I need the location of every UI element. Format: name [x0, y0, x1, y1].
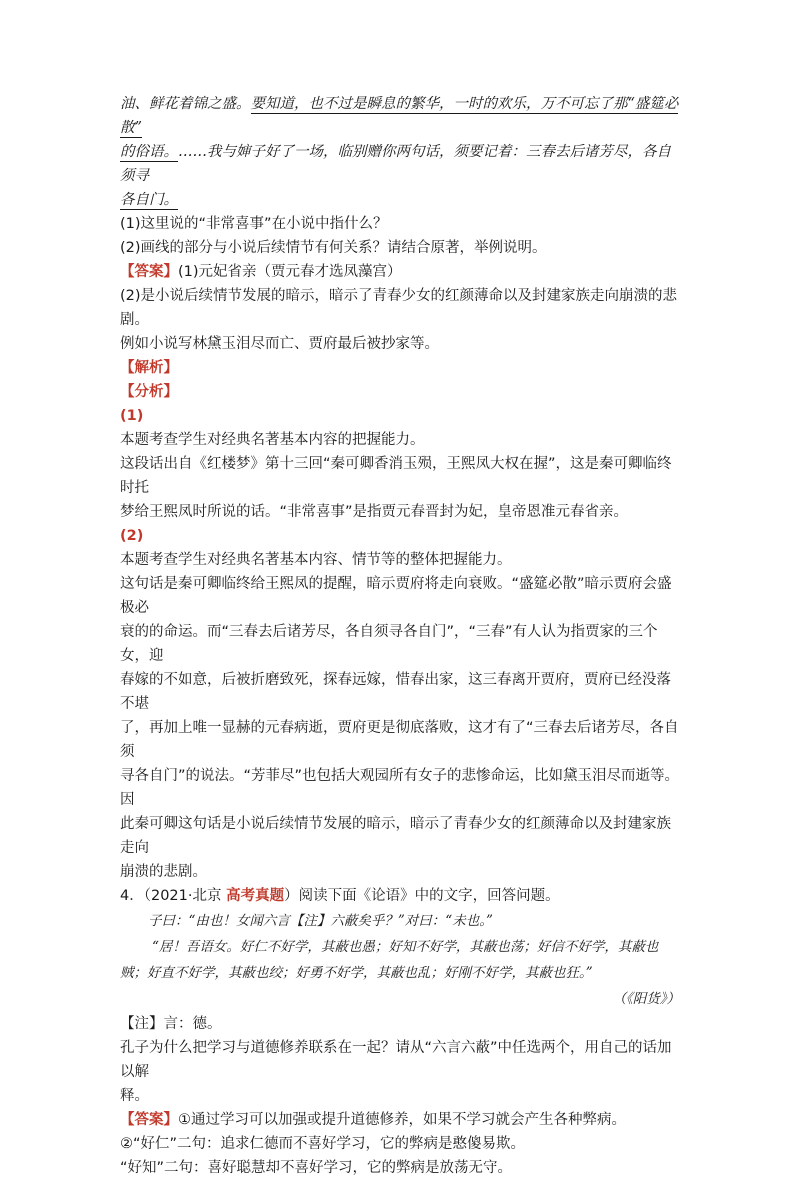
- quote-source: （《阳货》）: [612, 991, 680, 1007]
- quote-line-3: 贼；好直不好学，其蔽也绞；好勇不好学，其蔽也乱；好刚不好学，其蔽也狂。”: [120, 965, 593, 981]
- answer-4-line-3: “好知”二句：喜好聪慧却不喜好学习，它的弊病是放荡无守。: [120, 1160, 513, 1176]
- analysis-1-line-3: 梦给王熙凤时所说的话。“非常喜事”是指贾元春晋封为妃，皇帝恩准元春省亲。: [120, 504, 629, 520]
- analysis-2-line-5: 了，再加上唯一显赫的元春病逝，贾府更是彻底落败，这才有了“三春去后诸芳尽，各自须: [120, 720, 679, 760]
- analysis-2-line-1: 本题考查学生对经典名著基本内容、情节等的整体把握能力。: [120, 552, 512, 568]
- passage-text: 油、鲜花着锦之盛。: [120, 96, 251, 112]
- answer-tag: 【答案】: [120, 1112, 178, 1128]
- note: [120, 1012, 680, 1036]
- analysis-2-line-3: 衰的的命运。而“三春去后诸芳尽，各自须寻各自门”，“三春”有人认为指贾家的三个女，迎: [120, 624, 658, 664]
- analysis-2-line-4: 春嫁的不如意，后被折磨致死，探春远嫁，惜春出家，这三春离开贾府，贾府已经没落不堪: [120, 672, 671, 712]
- passage-line-1: [120, 92, 680, 140]
- q4-prompt-line-1: 孔子为什么把学习与道德修养联系在一起？请从“六言六蔽”中任选两个，用自己的话加以解: [120, 1040, 672, 1080]
- answer-text: (1)元妃省亲（贾元春才选凤藻宫）: [178, 264, 402, 280]
- passage-text: ……我与婶子好了一场，临别赠你两句话，须要记着：三春去后诸芳尽，各自须寻: [120, 144, 671, 184]
- underlined-passage: 要知道，也不过是瞬息的繁华，一时的欢乐，万不可忘了那“盛筵必散”: [120, 96, 679, 136]
- jiexi-tag: 【解析】: [120, 360, 178, 376]
- answer-4-line-2: ②“好仁”二句：追求仁德而不喜好学习，它的弊病是憨傻易欺。: [120, 1136, 526, 1152]
- answer-text: ①通过学习可以加强或提升道德修养，如果不学习就会产生各种弊病。: [178, 1112, 626, 1128]
- question-4-heading: [120, 884, 680, 908]
- answer-tag: 【答案】: [120, 264, 178, 280]
- q4-source-badge: 高考真题: [226, 888, 285, 904]
- question-2: (2)画线的部分与小说后续情节有何关系？请结合原著，举例说明。: [120, 240, 547, 256]
- answer-1-part-2b: 例如小说写林黛玉泪尽而亡、贾府最后被抄家等。: [120, 336, 439, 352]
- underlined-passage: 的俗语。: [120, 144, 178, 160]
- note-text: 【注】言：德。: [120, 1016, 222, 1032]
- analysis-number-2: (2): [120, 528, 144, 544]
- question-1: (1)这里说的“非常喜事”在小说中指什么？: [120, 216, 388, 232]
- passage-line-2: [120, 140, 680, 188]
- analysis-2-line-2: 这句话是秦可卿临终给王熙凤的提醒，暗示贾府将走向衰败。“盛筵必散”暗示贾府会盛极必: [120, 576, 672, 616]
- q4-suffix: ）阅读下面《论语》中的文字，回答问题。: [284, 888, 560, 904]
- analysis-number-1: (1): [120, 408, 144, 424]
- underlined-passage: 各自门。: [120, 192, 178, 208]
- analysis-1-line-2: 这段话出自《红楼梦》第十三回“秦可卿香消玉殒，王熙凤大权在握”，这是秦可卿临终时托: [120, 456, 672, 496]
- answer-1-part-2a: (2)是小说后续情节发展的暗示，暗示了青春少女的红颜薄命以及封建家族走向崩溃的悲剧。: [120, 288, 678, 328]
- quote-line-2: “居！吾语女。好仁不好学，其蔽也愚；好知不好学，其蔽也荡；好信不好学，其蔽也: [152, 939, 659, 955]
- page-content: [120, 92, 680, 1180]
- answer-4: [120, 1108, 680, 1132]
- analysis-2-line-6: 寻各自门”的说法。“芳菲尽”也包括大观园所有女子的悲惨命运，比如黛玉泪尽而逝等。因: [120, 768, 680, 808]
- analysis-2-line-7: 此秦可卿这句话是小说后续情节发展的暗示，暗示了青春少女的红颜薄命以及封建家族走向: [120, 816, 671, 856]
- q4-prompt-line-2: 释。: [120, 1088, 149, 1104]
- analysis-1-line-1: 本题考查学生对经典名著基本内容的把握能力。: [120, 432, 425, 448]
- analysis-2-line-8: 崩溃的悲剧。: [120, 864, 207, 880]
- fenxi-tag: 【分析】: [120, 384, 178, 400]
- quote-line-1: 子曰：“由也！女闻六言【注】六蔽矣乎？”对曰：“未也。”: [148, 913, 493, 929]
- answer-1: [120, 260, 680, 284]
- passage-line-3: [120, 188, 680, 212]
- q4-prefix: 4．（2021·北京: [120, 888, 227, 904]
